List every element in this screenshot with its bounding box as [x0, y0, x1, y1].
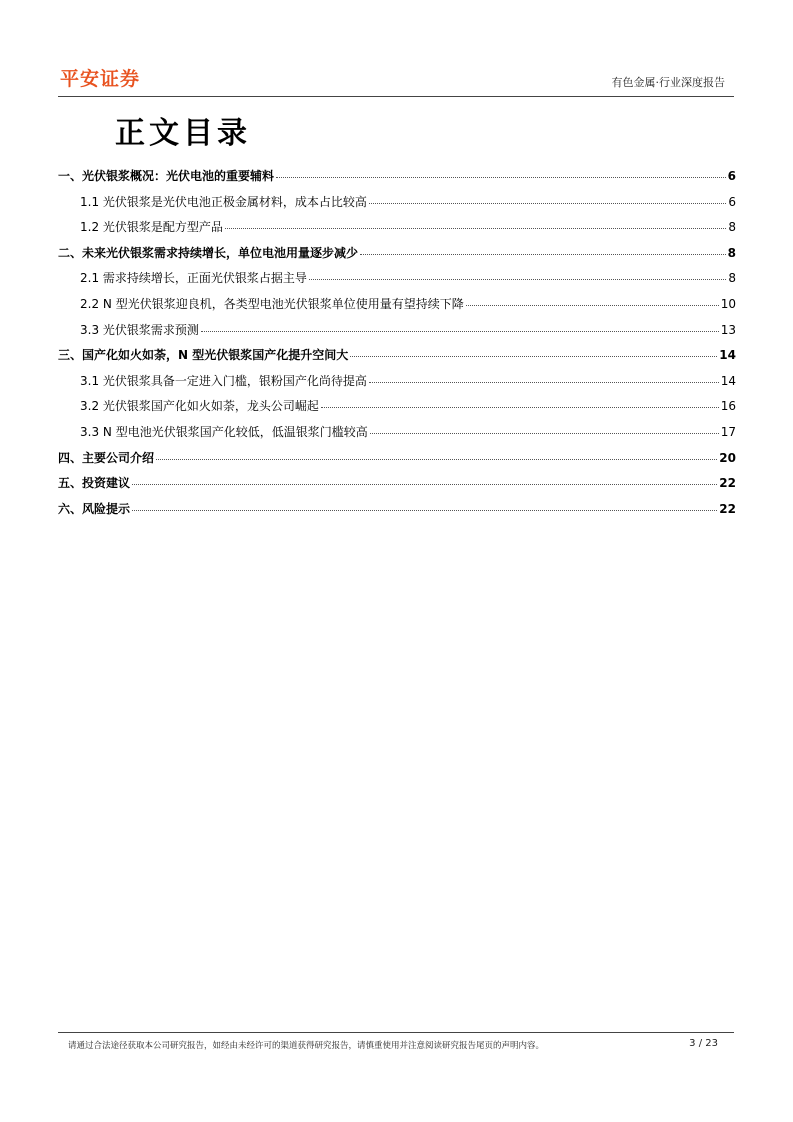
toc-entry-text: 1.1 光伏银浆是光伏电池正极金属材料，成本占比较高 [80, 194, 367, 209]
toc-entry[interactable] [58, 244, 736, 270]
dot-leader [132, 510, 717, 511]
toc-entry-text: 一、光伏银浆概况：光伏电池的重要辅料 [58, 169, 275, 183]
toc-entry-page: 16 [720, 399, 736, 414]
toc-entry-text: 四、主要公司介绍 [58, 450, 155, 465]
toc-entry[interactable] [58, 321, 736, 347]
toc-title: 正文目录 [115, 116, 251, 151]
toc-entry-page: 6 [728, 194, 736, 209]
toc-entry[interactable] [58, 474, 736, 500]
dot-leader [276, 177, 726, 178]
toc-entry-page: 8 [728, 220, 736, 235]
toc-entry-text: 3.3 N 型电池光伏银浆国产化较低，低温银浆门槛较高 [80, 424, 368, 439]
toc-entry-page: 22 [719, 476, 736, 491]
dot-leader [132, 484, 717, 485]
dot-leader [369, 203, 726, 204]
dot-leader [321, 407, 719, 408]
header-divider [58, 96, 734, 97]
dot-leader [466, 305, 719, 306]
toc-entry-page: 14 [719, 348, 736, 363]
toc-entry-page: 13 [720, 322, 736, 337]
toc-entry-text: 三、国产化如火如荼，N 型光伏银浆国产化提升空间大 [58, 348, 349, 363]
toc-entry[interactable] [58, 295, 736, 321]
toc-entry-text: 二、未来光伏银浆需求持续增长，单位电池用量逐步减少 [58, 245, 359, 260]
toc-entry-text: 1.2 光伏银浆是配方型产品 [80, 220, 223, 235]
toc-entry-text: 3.2 光伏银浆国产化如火如荼，龙头公司崛起 [80, 399, 319, 414]
dot-leader [360, 254, 726, 255]
toc-entry[interactable] [58, 397, 736, 423]
toc-entry[interactable] [58, 193, 736, 219]
company-logo: 平安证券 [60, 68, 141, 90]
toc-entry-page: 17 [720, 424, 736, 439]
toc-entry[interactable] [58, 269, 736, 295]
table-of-contents [58, 167, 736, 525]
dot-leader [370, 433, 719, 434]
toc-entry-page: 8 [727, 245, 736, 260]
dot-leader [309, 279, 726, 280]
toc-entry[interactable] [58, 372, 736, 398]
toc-entry[interactable] [58, 346, 736, 372]
toc-entry-text: 五、投资建议 [58, 476, 131, 491]
toc-entry-text: 3.3 光伏银浆需求预测 [80, 322, 199, 337]
toc-entry[interactable] [58, 500, 736, 526]
toc-entry-page: 20 [719, 450, 736, 465]
dot-leader [201, 331, 719, 332]
footer-disclaimer: 请通过合法途径获取本公司研究报告，如经由未经许可的渠道获得研究报告，请慎重使用并注意阅读研究报告尾页的声明内容。 [68, 1041, 545, 1051]
toc-entry[interactable] [58, 449, 736, 475]
dot-leader [369, 382, 719, 383]
footer-divider [58, 1032, 734, 1033]
toc-entry-page: 8 [728, 271, 736, 286]
toc-entry-text: 2.2 N 型光伏银浆迎良机，各类型电池光伏银浆单位使用量有望持续下降 [80, 296, 464, 311]
toc-entry-page: 14 [720, 373, 736, 388]
toc-entry-text: 六、风险提示 [58, 501, 131, 516]
toc-entry[interactable] [58, 167, 736, 193]
toc-entry-page: 22 [719, 501, 736, 516]
dot-leader [350, 356, 717, 357]
toc-entry-text: 3.1 光伏银浆具备一定进入门槛，银粉国产化尚待提高 [80, 373, 367, 388]
toc-entry-page: 10 [720, 296, 736, 311]
dot-leader [225, 228, 726, 229]
toc-entry[interactable] [58, 218, 736, 244]
toc-entry-page: 6 [727, 169, 736, 183]
page-number: 3 / 23 [689, 1038, 718, 1049]
report-type-label: 有色金属·行业深度报告 [611, 76, 725, 89]
toc-entry-text: 2.1 需求持续增长，正面光伏银浆占据主导 [80, 271, 307, 286]
dot-leader [156, 459, 717, 460]
toc-entry[interactable] [58, 423, 736, 449]
